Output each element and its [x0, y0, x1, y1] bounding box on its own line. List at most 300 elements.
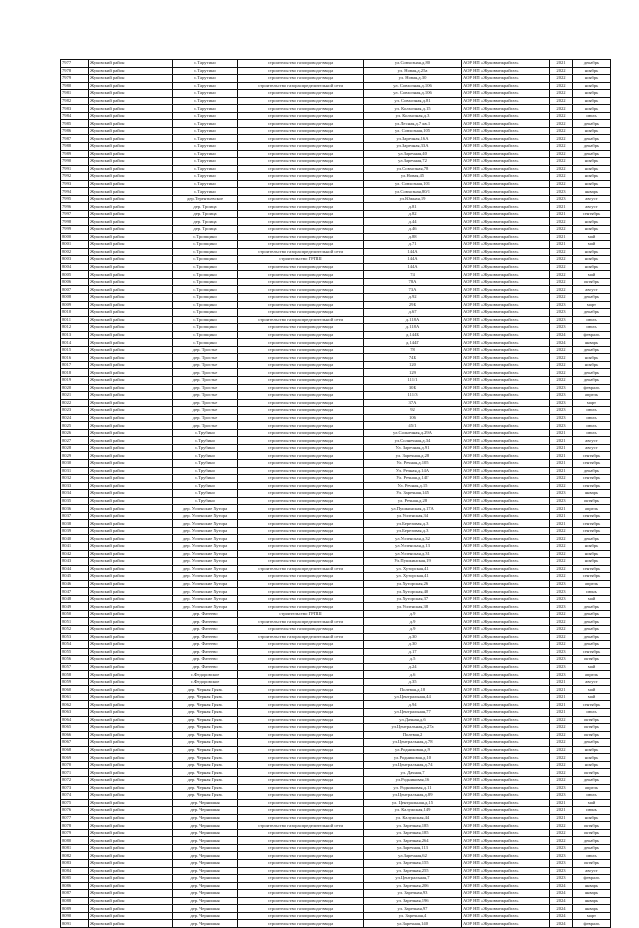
work-type-cell: строительство газопровода-ввода [238, 97, 364, 105]
row-number-cell: 7986 [61, 127, 89, 135]
month-cell: декабрь [573, 603, 611, 611]
organization-cell: АОР НП «Жуковмежрайгаз» [462, 882, 550, 890]
month-cell: декабрь [573, 618, 611, 626]
address-cell: ул.Родниковая,д.10 [364, 754, 462, 762]
row-number-cell: 8043 [61, 558, 89, 566]
year-cell: 2022 [550, 361, 573, 369]
work-type-cell: строительство газопровода-ввода [238, 671, 364, 679]
settlement-cell: дер. Черная Грязь [173, 701, 238, 709]
organization-cell: АОР НП «Жуковмежрайгаз» [462, 127, 550, 135]
table-row [61, 573, 611, 581]
district-cell: Жуковский район [89, 143, 173, 151]
district-cell: Жуковский район [89, 912, 173, 920]
settlement-cell: дер. Успенские Хутора [173, 580, 238, 588]
address-cell: ул.Родниковая,16 [364, 776, 462, 784]
month-cell: май [573, 799, 611, 807]
settlement-cell: с.Тропщино [173, 331, 238, 339]
table-row [61, 369, 611, 377]
district-cell: Жуковский район [89, 558, 173, 566]
table-row [61, 626, 611, 634]
work-type-cell: строительство газопровода-ввода [238, 731, 364, 739]
settlement-cell: дер. Чернишня [173, 844, 238, 852]
address-cell: д.67 [364, 309, 462, 317]
year-cell: 2023 [550, 844, 573, 852]
settlement-cell: дер. Черная Грязь [173, 792, 238, 800]
table-row [61, 97, 611, 105]
address-cell: д.82 [364, 210, 462, 218]
address-cell: ул. Родниковая,д.11 [364, 784, 462, 792]
organization-cell: АОР НП «Жуковмежрайгаз» [462, 331, 550, 339]
work-type-cell: строительство газопровода-ввода [238, 784, 364, 792]
year-cell: 2023 [550, 648, 573, 656]
year-cell: 2022 [550, 158, 573, 166]
work-type-cell: строительство газопровода-ввода [238, 475, 364, 483]
district-cell: Жуковский район [89, 890, 173, 898]
year-cell: 2022 [550, 263, 573, 271]
row-number-cell: 8039 [61, 527, 89, 535]
district-cell: Жуковский район [89, 641, 173, 649]
district-cell: Жуковский район [89, 724, 173, 732]
work-type-cell: строительство газораспределительной сети [238, 633, 364, 641]
month-cell: декабрь [573, 641, 611, 649]
row-number-cell: 7992 [61, 173, 89, 181]
district-cell: Жуковский район [89, 746, 173, 754]
organization-cell: АОР НП «Жуковмежрайгаз» [462, 369, 550, 377]
work-type-cell: строительство газопровода-ввода [238, 490, 364, 498]
organization-cell: АОР НП «Жуковмежрайгаз» [462, 905, 550, 913]
district-cell: Жуковский район [89, 520, 173, 528]
work-type-cell: строительство газопровода-ввода [238, 346, 364, 354]
address-cell: ул.Центральная,7 [364, 875, 462, 883]
organization-cell: АОР НП «Жуковмежрайгаз» [462, 807, 550, 815]
district-cell: Жуковский район [89, 814, 173, 822]
district-cell: Жуковский район [89, 354, 173, 362]
organization-cell: АОР НП «Жуковмежрайгаз» [462, 75, 550, 83]
year-cell: 2022 [550, 716, 573, 724]
month-cell: февраль [573, 920, 611, 928]
settlement-cell: дер. Троица [173, 203, 238, 211]
settlement-cell: дер. Чернишня [173, 807, 238, 815]
district-cell: Жуковский район [89, 709, 173, 717]
year-cell: 2022 [550, 173, 573, 181]
organization-cell: АОР НП «Жуковмежрайгаз» [462, 150, 550, 158]
year-cell: 2023 [550, 497, 573, 505]
row-number-cell: 8090 [61, 912, 89, 920]
work-type-cell: строительство газопровода-ввода [238, 512, 364, 520]
year-cell: 2022 [550, 120, 573, 128]
address-cell: ул. Хуторская,41 [364, 573, 462, 581]
table-row [61, 210, 611, 218]
row-number-cell: 8002 [61, 248, 89, 256]
settlement-cell: с.Тарутино [173, 143, 238, 151]
settlement-cell: дер. Черная Грязь [173, 784, 238, 792]
work-type-cell: строительство газопровода-ввода [238, 361, 364, 369]
month-cell: январь [573, 188, 611, 196]
work-type-cell: строительство газопровода-ввода [238, 792, 364, 800]
district-cell: Жуковский район [89, 324, 173, 332]
address-cell: ул. Заречная,255 [364, 867, 462, 875]
table-row [61, 158, 611, 166]
work-type-cell: строительство газопровода-ввода [238, 663, 364, 671]
year-cell: 2022 [550, 837, 573, 845]
row-number-cell: 8068 [61, 746, 89, 754]
district-cell: Жуковский район [89, 301, 173, 309]
organization-cell: АОР НП «Жуковмежрайгаз» [462, 641, 550, 649]
settlement-cell: дер. Черная Грязь [173, 776, 238, 784]
address-cell: Ул. Заречная,145 [364, 490, 462, 498]
year-cell: 2021 [550, 437, 573, 445]
table-row [61, 633, 611, 641]
organization-cell: АОР НП «Жуковмежрайгаз» [462, 837, 550, 845]
month-cell: декабрь [573, 309, 611, 317]
address-cell: д.6 [364, 671, 462, 679]
district-cell: Жуковский район [89, 376, 173, 384]
settlement-cell: дер. Тростье [173, 392, 238, 400]
organization-cell: АОР НП «Жуковмежрайгаз» [462, 754, 550, 762]
district-cell: Жуковский район [89, 663, 173, 671]
year-cell: 2024 [550, 890, 573, 898]
year-cell: 2022 [550, 550, 573, 558]
work-type-cell: строительство газопровода-ввода [238, 693, 364, 701]
organization-cell: АОР НП «Жуковмежрайгаз» [462, 475, 550, 483]
address-cell: ул.Совхозная,80/1 [364, 188, 462, 196]
table-row [61, 859, 611, 867]
district-cell: Жуковский район [89, 678, 173, 686]
table-row [61, 905, 611, 913]
district-cell: Жуковский район [89, 120, 173, 128]
district-cell: Жуковский район [89, 248, 173, 256]
organization-cell: АОР НП «Жуковмежрайгаз» [462, 286, 550, 294]
organization-cell: АОР НП «Жуковмежрайгаз» [462, 912, 550, 920]
settlement-cell: с.Трубино [173, 497, 238, 505]
year-cell: 2022 [550, 565, 573, 573]
year-cell: 2023 [550, 414, 573, 422]
district-cell: Жуковский район [89, 75, 173, 83]
row-number-cell: 7982 [61, 97, 89, 105]
organization-cell: АОР НП «Жуковмежрайгаз» [462, 135, 550, 143]
work-type-cell: строительство газопровода-ввода [238, 143, 364, 151]
table-row [61, 920, 611, 928]
organization-cell: АОР НП «Жуковмежрайгаз» [462, 218, 550, 226]
row-number-cell: 8074 [61, 792, 89, 800]
settlement-cell: дер. Тростье [173, 422, 238, 430]
district-cell: Жуковский район [89, 475, 173, 483]
table-row [61, 90, 611, 98]
table-row [61, 693, 611, 701]
table-row [61, 716, 611, 724]
district-cell: Жуковский район [89, 309, 173, 317]
work-type-cell: строительство газопровода-ввода [238, 626, 364, 634]
organization-cell: АОР НП «Жуковмежрайгаз» [462, 535, 550, 543]
row-number-cell: 8075 [61, 799, 89, 807]
table-row [61, 233, 611, 241]
table-row [61, 686, 611, 694]
year-cell: 2022 [550, 829, 573, 837]
table-row [61, 316, 611, 324]
month-cell: октябрь [573, 716, 611, 724]
month-cell: декабрь [573, 346, 611, 354]
work-type-cell: строительство газопровода-ввода [238, 376, 364, 384]
year-cell: 2022 [550, 369, 573, 377]
row-number-cell: 8089 [61, 905, 89, 913]
month-cell: август [573, 678, 611, 686]
district-cell: Жуковский район [89, 867, 173, 875]
work-type-cell: строительство газопровода-ввода [238, 520, 364, 528]
year-cell: 2022 [550, 731, 573, 739]
table-row [61, 784, 611, 792]
district-cell: Жуковский район [89, 459, 173, 467]
table-row [61, 165, 611, 173]
address-cell: Полевая,2 [364, 731, 462, 739]
organization-cell: АОР НП «Жуковмежрайгаз» [462, 316, 550, 324]
organization-cell: АОР НП «Жуковмежрайгаз» [462, 897, 550, 905]
settlement-cell: с.Тропщино [173, 316, 238, 324]
organization-cell: АОР НП «Жуковмежрайгаз» [462, 799, 550, 807]
row-number-cell: 7995 [61, 195, 89, 203]
table-row [61, 278, 611, 286]
table-row [61, 414, 611, 422]
row-number-cell: 7990 [61, 158, 89, 166]
address-cell: ул. Заречная,97 [364, 905, 462, 913]
organization-cell: АОР НП «Жуковмежрайгаз» [462, 648, 550, 656]
table-row [61, 535, 611, 543]
month-cell: январь [573, 897, 611, 905]
address-cell: 144А [364, 256, 462, 264]
organization-cell: АОР НП «Жуковмежрайгаз» [462, 814, 550, 822]
month-cell: апрель [573, 505, 611, 513]
row-number-cell: 8087 [61, 890, 89, 898]
settlement-cell: дер. Тростье [173, 354, 238, 362]
work-type-cell: строительство газораспределительной сети [238, 618, 364, 626]
work-type-cell: строительство газопровода-ввода [238, 648, 364, 656]
settlement-cell: с.Тарутино [173, 165, 238, 173]
work-type-cell: строительство газопровода-ввода [238, 739, 364, 747]
row-number-cell: 8037 [61, 512, 89, 520]
organization-cell: АОР НП «Жуковмежрайгаз» [462, 875, 550, 883]
table-row [61, 512, 611, 520]
address-cell: ул. Речная,д.28 [364, 497, 462, 505]
settlement-cell: дер. Черная Грязь [173, 724, 238, 732]
month-cell: декабрь [573, 535, 611, 543]
district-cell: Жуковский район [89, 882, 173, 890]
year-cell: 2021 [550, 814, 573, 822]
address-cell: ул.Лесная,д.7 кв.1 [364, 120, 462, 128]
month-cell: сентябрь [573, 512, 611, 520]
settlement-cell: с.Тарутино [173, 180, 238, 188]
month-cell: декабрь [573, 467, 611, 475]
organization-cell: АОР НП «Жуковмежрайгаз» [462, 82, 550, 90]
table-row [61, 709, 611, 717]
work-type-cell: строительство газопровода-ввода [238, 641, 364, 649]
settlement-cell: дер. Чернишня [173, 814, 238, 822]
work-type-cell: строительство газопровода-ввода [238, 369, 364, 377]
work-type-cell: строительство газопровода-ввода [238, 482, 364, 490]
table-row [61, 558, 611, 566]
organization-cell: АОР НП «Жуковмежрайгаз» [462, 701, 550, 709]
year-cell: 2023 [550, 852, 573, 860]
row-number-cell: 7981 [61, 90, 89, 98]
year-cell: 2022 [550, 67, 573, 75]
month-cell: декабрь [573, 369, 611, 377]
work-type-cell: строительство газопровода-ввода [238, 603, 364, 611]
month-cell: май [573, 663, 611, 671]
district-cell: Жуковский район [89, 701, 173, 709]
row-number-cell: 7999 [61, 226, 89, 234]
district-cell: Жуковский район [89, 203, 173, 211]
row-number-cell: 8016 [61, 354, 89, 362]
work-type-cell: строительство газопровода-ввода [238, 120, 364, 128]
month-cell: март [573, 912, 611, 920]
district-cell: Жуковский район [89, 784, 173, 792]
organization-cell: АОР НП «Жуковмежрайгаз» [462, 422, 550, 430]
district-cell: Жуковский район [89, 610, 173, 618]
organization-cell: АОР НП «Жуковмежрайгаз» [462, 263, 550, 271]
address-cell: 111/1 [364, 376, 462, 384]
settlement-cell: дер. Троица [173, 210, 238, 218]
month-cell: ноябрь [573, 90, 611, 98]
work-type-cell: строительство газопровода-ввода [238, 233, 364, 241]
settlement-cell: с.Тарутино [173, 173, 238, 181]
district-cell: Жуковский район [89, 407, 173, 415]
month-cell: июль [573, 316, 611, 324]
district-cell: Жуковский район [89, 467, 173, 475]
work-type-cell: строительство газопровода-ввода [238, 588, 364, 596]
address-cell: Ул. Речная,д.15 [364, 482, 462, 490]
row-number-cell: 8004 [61, 263, 89, 271]
district-cell: Жуковский район [89, 580, 173, 588]
organization-cell: АОР НП «Жуковмежрайгаз» [462, 195, 550, 203]
table-row [61, 610, 611, 618]
organization-cell: АОР НП «Жуковмежрайгаз» [462, 633, 550, 641]
organization-cell: АОР НП «Жуковмежрайгаз» [462, 792, 550, 800]
work-type-cell: строительство газопровода-ввода [238, 105, 364, 113]
address-cell: ул.Заречная,113 [364, 844, 462, 852]
row-number-cell: 8032 [61, 475, 89, 483]
district-cell: Жуковский район [89, 437, 173, 445]
district-cell: Жуковский район [89, 195, 173, 203]
settlement-cell: с.Тарутино [173, 75, 238, 83]
work-type-cell: строительство газопровода-ввода [238, 158, 364, 166]
work-type-cell: строительство газопровода-ввода [238, 339, 364, 347]
settlement-cell: с.Тропщино [173, 256, 238, 264]
row-number-cell: 8033 [61, 482, 89, 490]
address-cell: ул.Хуторская,26 [364, 580, 462, 588]
year-cell: 2023 [550, 384, 573, 392]
address-cell: д.9 [364, 610, 462, 618]
district-cell: Жуковский район [89, 497, 173, 505]
address-cell: ул. Новая,д.25а [364, 67, 462, 75]
year-cell: 2021 [550, 444, 573, 452]
month-cell: ноябрь [573, 158, 611, 166]
settlement-cell: дер. Чернишня [173, 867, 238, 875]
district-cell: Жуковский район [89, 165, 173, 173]
row-number-cell: 8061 [61, 693, 89, 701]
row-number-cell: 8086 [61, 882, 89, 890]
row-number-cell: 8027 [61, 437, 89, 445]
organization-cell: АОР НП «Жуковмежрайгаз» [462, 437, 550, 445]
address-cell: д.88 [364, 233, 462, 241]
address-cell: ул. Дачная,7 [364, 769, 462, 777]
address-cell: 30Б [364, 384, 462, 392]
district-cell: Жуковский район [89, 716, 173, 724]
month-cell: июль [573, 429, 611, 437]
year-cell: 2021 [550, 203, 573, 211]
district-cell: Жуковский район [89, 852, 173, 860]
year-cell: 2022 [550, 248, 573, 256]
year-cell: 2022 [550, 543, 573, 551]
table-row [61, 135, 611, 143]
month-cell: июнь [573, 807, 611, 815]
organization-cell: АОР НП «Жуковмежрайгаз» [462, 120, 550, 128]
organization-cell: АОР НП «Жуковмежрайгаз» [462, 497, 550, 505]
district-cell: Жуковский район [89, 792, 173, 800]
work-type-cell: строительство газопровода-ввода [238, 686, 364, 694]
district-cell: Жуковский район [89, 671, 173, 679]
row-number-cell: 8013 [61, 331, 89, 339]
row-number-cell: 8056 [61, 656, 89, 664]
year-cell: 2022 [550, 271, 573, 279]
address-cell: 120 [364, 361, 462, 369]
year-cell: 2022 [550, 82, 573, 90]
month-cell: сентябрь [573, 482, 611, 490]
district-cell: Жуковский район [89, 90, 173, 98]
year-cell: 2021 [550, 686, 573, 694]
table-row [61, 761, 611, 769]
work-type-cell: строительство газопровода-ввода [238, 278, 364, 286]
settlement-cell: дер. Чернишня [173, 799, 238, 807]
work-type-cell: строительство газопровода-ввода [238, 497, 364, 505]
organization-cell: АОР НП «Жуковмежрайгаз» [462, 376, 550, 384]
month-cell: ноябрь [573, 218, 611, 226]
district-cell: Жуковский район [89, 384, 173, 392]
work-type-cell: строительство газопровода-ввода [238, 60, 364, 68]
row-number-cell: 7987 [61, 135, 89, 143]
table-row [61, 580, 611, 588]
district-cell: Жуковский район [89, 588, 173, 596]
row-number-cell: 8011 [61, 316, 89, 324]
row-number-cell: 8019 [61, 376, 89, 384]
work-type-cell: строительство газопровода-ввода [238, 188, 364, 196]
address-cell: 92 [364, 407, 462, 415]
district-cell: Жуковский район [89, 293, 173, 301]
year-cell: 2022 [550, 150, 573, 158]
settlement-cell: дер. Тростье [173, 399, 238, 407]
work-type-cell: строительство газопровода-ввода [238, 844, 364, 852]
month-cell: ноябрь [573, 558, 611, 566]
year-cell: 2024 [550, 912, 573, 920]
table-row [61, 241, 611, 249]
month-cell: декабрь [573, 626, 611, 634]
address-cell: ул.Березовая,д.3 [364, 520, 462, 528]
row-number-cell: 8022 [61, 399, 89, 407]
month-cell: июль [573, 112, 611, 120]
address-cell: ул. Калужская,149 [364, 807, 462, 815]
district-cell: Жуковский район [89, 241, 173, 249]
row-number-cell: 8005 [61, 271, 89, 279]
year-cell: 2023 [550, 316, 573, 324]
row-number-cell: 7978 [61, 67, 89, 75]
settlement-cell: с.Тропщино [173, 301, 238, 309]
month-cell: июль [573, 709, 611, 717]
organization-cell: АОР НП «Жуковмежрайгаз» [462, 852, 550, 860]
year-cell: 2024 [550, 905, 573, 913]
year-cell: 2022 [550, 535, 573, 543]
work-type-cell: строительство газопровода-ввода [238, 354, 364, 362]
year-cell: 2021 [550, 678, 573, 686]
row-number-cell: 8044 [61, 565, 89, 573]
organization-cell: АОР НП «Жуковмежрайгаз» [462, 543, 550, 551]
address-cell: ул.Заречная,40 [364, 150, 462, 158]
